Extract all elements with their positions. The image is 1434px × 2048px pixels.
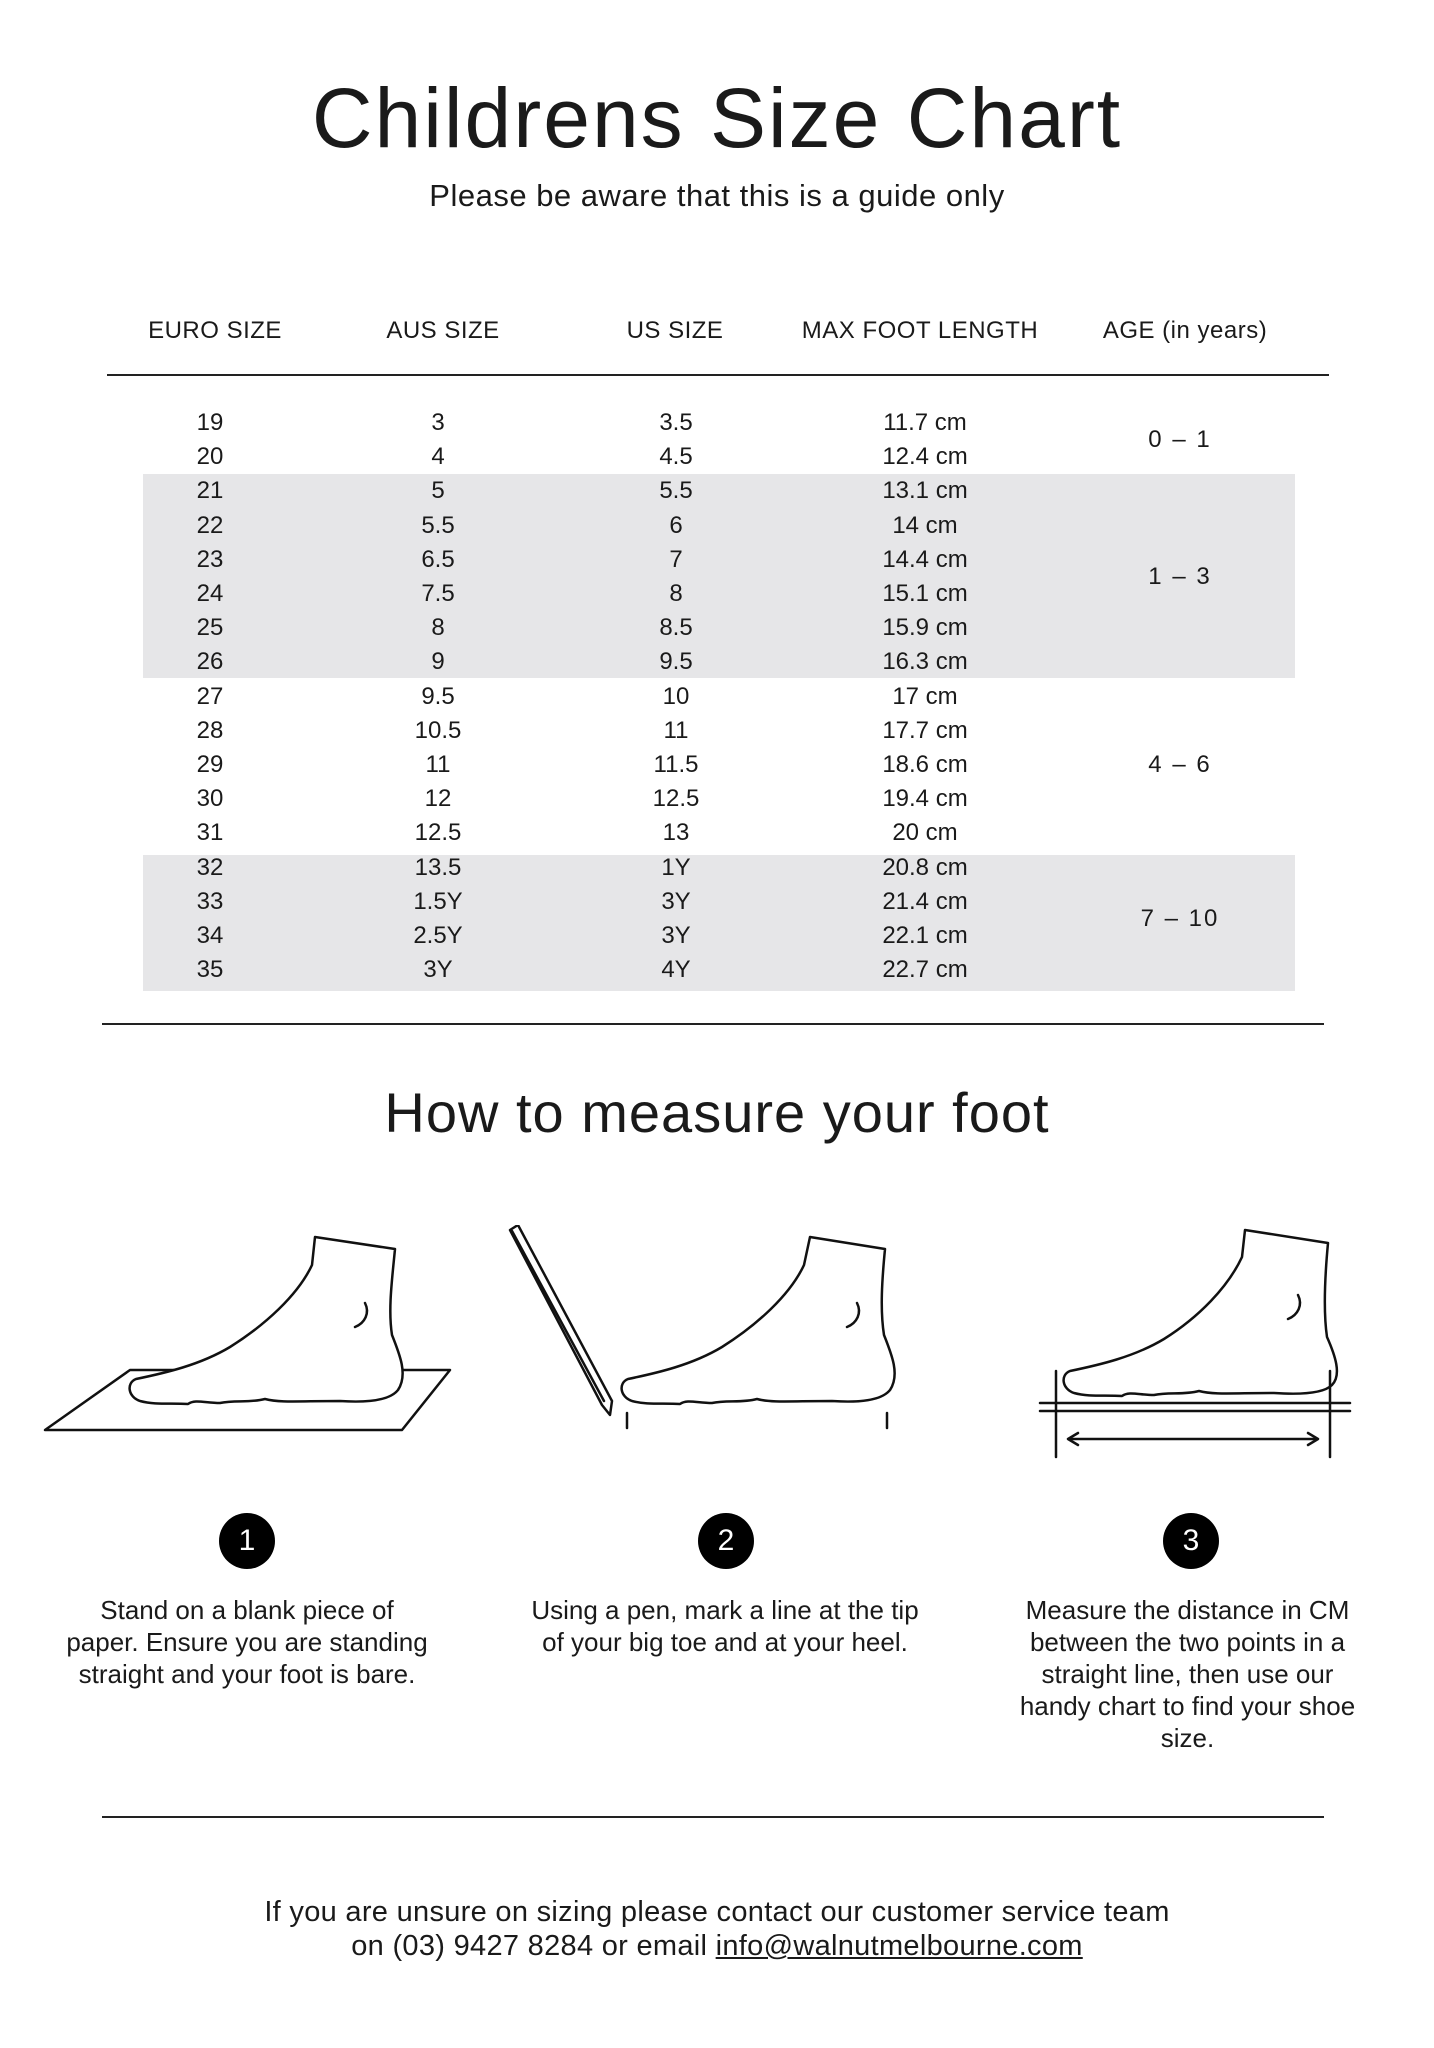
cell-euro-size: 27 <box>196 682 224 710</box>
footer-phone-text: on (03) 9427 8284 or email <box>351 1930 716 1962</box>
cell-max-foot-length: 20.8 cm <box>882 853 968 881</box>
cell-max-foot-length: 14 cm <box>892 511 958 539</box>
cell-aus-size: 13.5 <box>414 853 462 881</box>
cell-euro-size: 25 <box>196 614 224 642</box>
cell-us-size: 11.5 <box>653 751 699 778</box>
cell-us-size: 7 <box>669 545 683 573</box>
footer-contact-line: If you are unsure on sizing please contact our customer service team <box>264 1896 1170 1928</box>
table-row <box>0 611 1434 645</box>
cell-euro-size: 32 <box>196 853 224 881</box>
cell-us-size: 3Y <box>661 887 691 915</box>
cell-max-foot-length: 13.1 cm <box>882 477 968 505</box>
table-row <box>0 714 1434 748</box>
cell-max-foot-length: 12.4 cm <box>882 443 968 471</box>
cell-us-size: 8 <box>669 580 683 607</box>
header-max-foot-length: MAX FOOT LENGTH <box>801 317 1039 344</box>
page-subtitle: Please be aware that this is a guide only <box>429 178 1005 213</box>
cell-aus-size: 12 <box>424 785 452 813</box>
cell-max-foot-length: 17.7 cm <box>882 716 968 744</box>
table-top-rule <box>107 374 1329 376</box>
step-3-text: Measure the distance in CM between the two points in a straight line, then use our handy chart to find your shoe size. <box>1019 1595 1356 1753</box>
cell-aus-size: 8 <box>431 614 445 642</box>
header-euro-size: EURO SIZE <box>148 317 282 344</box>
cell-euro-size: 19 <box>196 409 224 436</box>
cell-max-foot-length: 22.1 cm <box>882 922 968 949</box>
cell-us-size: 13 <box>662 819 690 847</box>
page-title: Childrens Size Chart <box>311 71 1123 165</box>
cell-max-foot-length: 16.3 cm <box>882 648 968 676</box>
cell-euro-size: 34 <box>196 922 224 949</box>
cell-aus-size: 7.5 <box>421 580 455 607</box>
cell-us-size: 4Y <box>661 956 691 984</box>
cell-us-size: 8.5 <box>659 614 693 642</box>
cell-us-size: 5.5 <box>659 477 693 505</box>
cell-us-size: 9.5 <box>659 648 693 676</box>
cell-us-size: 1Y <box>661 853 691 881</box>
cell-aus-size: 10.5 <box>414 716 462 744</box>
table-row <box>0 680 1434 714</box>
cell-aus-size: 12.5 <box>414 819 462 847</box>
cell-aus-size: 3 <box>431 409 445 436</box>
cell-euro-size: 29 <box>196 751 224 778</box>
cell-euro-size: 23 <box>196 545 224 573</box>
cell-us-size: 12.5 <box>652 785 700 813</box>
age-group-label: 0 – 1 <box>1148 426 1212 454</box>
cell-us-size: 3.5 <box>659 409 693 436</box>
cell-euro-size: 22 <box>196 511 224 539</box>
foot-measure-icon <box>1030 1225 1400 1465</box>
table-row <box>0 851 1434 885</box>
table-bottom-rule <box>102 1023 1324 1025</box>
cell-max-foot-length: 18.6 cm <box>882 751 968 778</box>
footer-rule <box>102 1816 1324 1818</box>
footer-contact-details <box>0 1930 1434 1963</box>
cell-max-foot-length: 22.7 cm <box>882 956 968 984</box>
cell-us-size: 10 <box>662 682 690 710</box>
foot-pen-mark-icon <box>500 1225 920 1455</box>
table-row <box>0 782 1434 816</box>
cell-aus-size: 11 <box>425 751 451 778</box>
step-1-text: Stand on a blank piece of paper. Ensure you are standing straight and your foot is bare. <box>66 1595 428 1689</box>
cell-max-foot-length: 15.1 cm <box>882 580 968 607</box>
cell-euro-size: 30 <box>196 785 224 813</box>
cell-max-foot-length: 15.9 cm <box>882 614 968 642</box>
cell-max-foot-length: 11.7 cm <box>883 409 967 436</box>
cell-max-foot-length: 21.4 cm <box>882 887 968 915</box>
cell-us-size: 4.5 <box>659 443 693 471</box>
cell-aus-size: 3Y <box>423 956 453 984</box>
table-row <box>0 816 1434 850</box>
cell-aus-size: 5 <box>431 477 445 505</box>
step-2-badge: 2 <box>698 1513 754 1569</box>
foot-on-paper-icon <box>40 1225 460 1455</box>
cell-euro-size: 35 <box>196 956 224 984</box>
age-group-label: 4 – 6 <box>1148 751 1212 779</box>
email-link[interactable]: info@walnutmelbourne.com <box>715 1930 1083 1962</box>
header-age: AGE (in years) <box>1102 317 1268 344</box>
age-group-label: 7 – 10 <box>1140 905 1220 932</box>
table-row <box>0 474 1434 508</box>
cell-aus-size: 5.5 <box>421 511 455 539</box>
cell-us-size: 6 <box>669 511 683 539</box>
cell-euro-size: 33 <box>196 887 224 915</box>
cell-euro-size: 31 <box>196 819 224 847</box>
age-group-label: 1 – 3 <box>1148 563 1212 590</box>
cell-aus-size: 9 <box>431 648 445 676</box>
cell-euro-size: 28 <box>196 716 224 744</box>
cell-max-foot-length: 17 cm <box>892 682 958 710</box>
table-row <box>0 645 1434 679</box>
table-row <box>0 509 1434 543</box>
cell-euro-size: 26 <box>196 648 224 676</box>
header-us-size: US SIZE <box>626 317 724 344</box>
cell-aus-size: 2.5Y <box>413 922 463 949</box>
step-2-text: Using a pen, mark a line at the tip of your big toe and at your heel. <box>531 1595 919 1657</box>
cell-us-size: 11 <box>663 716 689 744</box>
cell-us-size: 3Y <box>661 922 691 949</box>
cell-euro-size: 24 <box>196 580 224 607</box>
table-row <box>0 953 1434 987</box>
cell-max-foot-length: 19.4 cm <box>882 785 968 813</box>
header-aus-size: AUS SIZE <box>386 317 500 344</box>
cell-aus-size: 6.5 <box>421 545 455 573</box>
step-1-badge: 1 <box>219 1513 275 1569</box>
cell-euro-size: 20 <box>196 443 224 471</box>
cell-aus-size: 4 <box>431 443 445 471</box>
cell-max-foot-length: 20 cm <box>892 819 958 847</box>
step-3-badge: 3 <box>1163 1513 1219 1569</box>
cell-aus-size: 9.5 <box>421 682 455 710</box>
cell-aus-size: 1.5Y <box>413 887 463 915</box>
cell-max-foot-length: 14.4 cm <box>882 545 968 573</box>
howto-title: How to measure your foot <box>384 1081 1050 1144</box>
cell-euro-size: 21 <box>196 477 224 505</box>
